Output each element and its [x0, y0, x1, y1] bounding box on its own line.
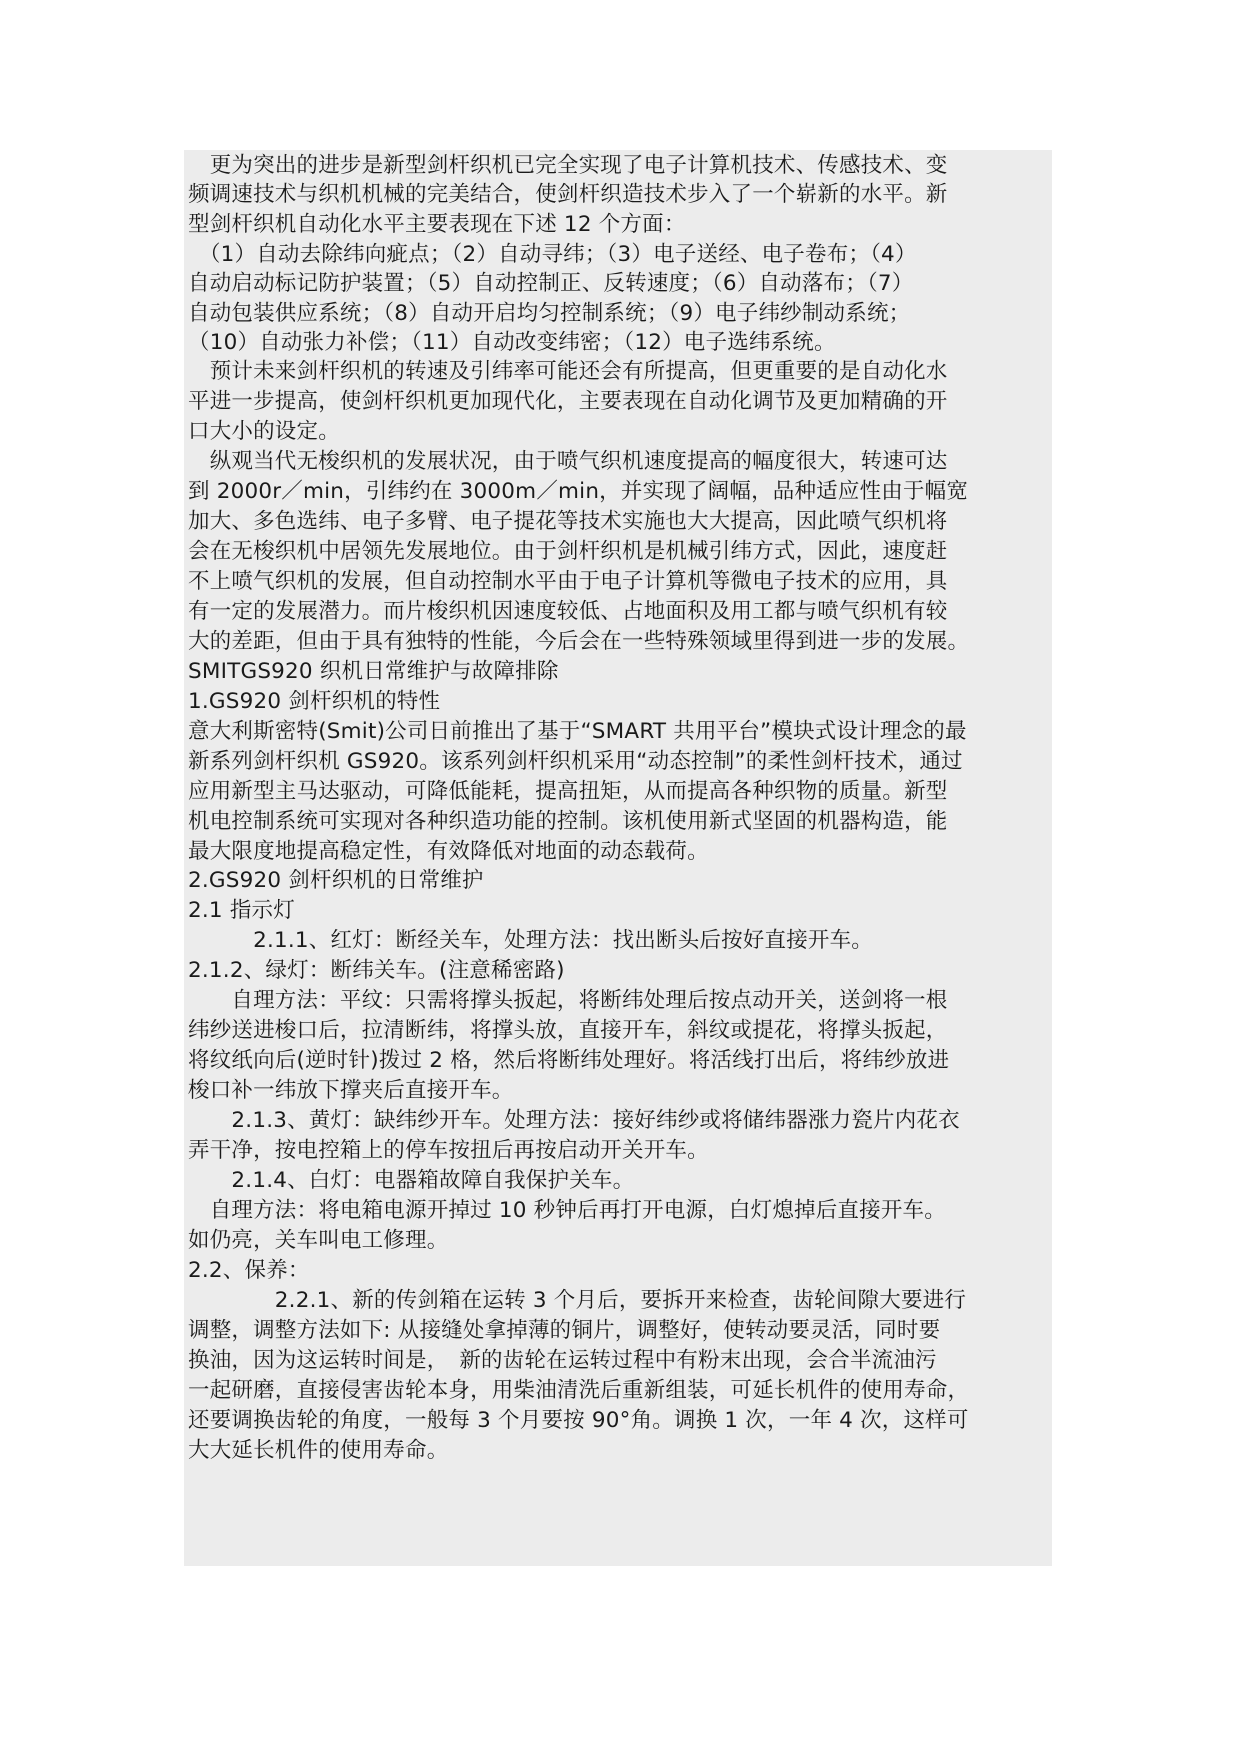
text-line: 将纹纸向后(逆时针)拨过 2 格，然后将断纬处理好。将活线打出后，将纬纱放进 — [188, 1048, 950, 1073]
text-line: 弄干净，按电控箱上的停车按扭后再按启动开关开车。 — [188, 1138, 709, 1163]
section-heading: 1.GS920 剑杆织机的特性 — [188, 689, 441, 714]
text-line: 频调速技术与织机机械的完美结合，使剑杆织造技术步入了一个崭新的水平。新 — [188, 182, 948, 207]
text-line: 2.1.4、白灯：电器箱故障自我保护关车。 — [188, 1168, 635, 1193]
text-line: 大大延长机件的使用寿命。 — [188, 1438, 449, 1463]
text-line: 口大小的设定。 — [188, 419, 340, 444]
section-heading: 2.1 指示灯 — [188, 898, 295, 923]
text-line: 调整，调整方法如下: 从接缝处拿掉薄的铜片，调整好，使转动要灵活，同时要 — [188, 1318, 941, 1343]
text-line: 新系列剑杆织机 GS920。该系列剑杆织机采用“动态控制”的柔性剑杆技术，通过 — [188, 749, 963, 774]
text-line: 纬纱送进梭口后，拉清断纬，将撑头放，直接开车，斜纹或提花，将撑头扳起， — [188, 1018, 948, 1043]
text-line: 自动包装供应系统；（8）自动开启均匀控制系统；（9）电子纬纱制动系统； — [188, 301, 911, 326]
text-line: 一起研磨，直接侵害齿轮本身，用柴油清洗后重新组装，可延长机件的使用寿命， — [188, 1378, 970, 1403]
text-line: 自动启动标记防护装置；（5）自动控制正、反转速度；（6）自动落布；（7） — [188, 271, 914, 296]
text-line: 梭口补一纬放下撑夹后直接开车。 — [188, 1078, 514, 1103]
text-line: 型剑杆织机自动化水平主要表现在下述 12 个方面： — [188, 212, 686, 237]
text-line: 预计未来剑杆织机的转速及引纬率可能还会有所提高，但更重要的是自动化水 — [188, 359, 948, 384]
text-line: 自理方法：平纹：只需将撑头扳起，将断纬处理后按点动开关，送剑将一根 — [188, 988, 948, 1013]
text-line: 纵观当代无梭织机的发展状况，由于喷气织机速度提高的幅度很大，转速可达 — [188, 449, 948, 474]
text-line: 更为突出的进步是新型剑杆织机已完全实现了电子计算机技术、传感技术、变 — [188, 153, 948, 178]
text-line: （1）自动去除纬向疵点；（2）自动寻纬；（3）电子送经、电子卷布；（4） — [188, 242, 917, 267]
text-line: 2.1.1、红灯：断经关车，处理方法：找出断头后按好直接开车。 — [188, 928, 874, 953]
text-line: 应用新型主马达驱动，可降低能耗，提高扭矩，从而提高各种织物的质量。新型 — [188, 779, 948, 804]
text-line: 有一定的发展潜力。而片梭织机因速度较低、占地面积及用工都与喷气织机有较 — [188, 599, 948, 624]
text-line: 机电控制系统可实现对各种织造功能的控制。该机使用新式坚固的机器构造，能 — [188, 809, 948, 834]
text-line: 最大限度地提高稳定性，有效降低对地面的动态载荷。 — [188, 839, 709, 864]
text-line: 2.2.1、新的传剑箱在运转 3 个月后，要拆开来检查，齿轮间隙大要进行 — [188, 1288, 967, 1313]
section-heading: SMITGS920 织机日常维护与故障排除 — [188, 659, 559, 684]
text-line: 2.1.3、黄灯：缺纬纱开车。处理方法：接好纬纱或将储纬器涨力瓷片内花衣 — [188, 1108, 960, 1133]
text-line: 不上喷气织机的发展，但自动控制水平由于电子计算机等微电子技术的应用，具 — [188, 569, 948, 594]
text-line: （10）自动张力补偿；（11）自动改变纬密；（12）电子选纬系统。 — [188, 330, 836, 355]
text-line: 还要调换齿轮的角度，一般每 3 个月要按 90°角。调换 1 次，一年 4 次，这样可 — [188, 1408, 969, 1433]
document-body — [184, 150, 1052, 1566]
text-line: 换油，因为这运转时间是， 新的齿轮在运转过程中有粉末出现，会合半流油污 — [188, 1348, 937, 1373]
text-line: 意大利斯密特(Smit)公司日前推出了基于“SMART 共用平台”模块式设计理念的最 — [188, 719, 967, 744]
text-line: 平进一步提高，使剑杆织机更加现代化，主要表现在自动化调节及更加精确的开 — [188, 389, 948, 414]
section-heading: 2.GS920 剑杆织机的日常维护 — [188, 868, 484, 893]
text-line: 如仍亮，关车叫电工修理。 — [188, 1228, 449, 1253]
text-line: 会在无梭织机中居领先发展地位。由于剑杆织机是机械引纬方式，因此，速度赶 — [188, 539, 948, 564]
text-line: 到 2000r／min，引纬约在 3000m／min，并实现了阔幅，品种适应性由于幅宽 — [188, 479, 969, 504]
text-line: 加大、多色选纬、电子多臂、电子提花等技术实施也大大提高，因此喷气织机将 — [188, 509, 948, 534]
text-line: 2.1.2、绿灯：断纬关车。(注意稀密路) — [188, 958, 565, 983]
text-line: 自理方法：将电箱电源开掉过 10 秒钟后再打开电源，白灯熄掉后直接开车。 — [188, 1198, 946, 1223]
text-line: 大的差距，但由于具有独特的性能，今后会在一些特殊领域里得到进一步的发展。 — [188, 629, 970, 654]
section-heading: 2.2、保养： — [188, 1258, 310, 1283]
